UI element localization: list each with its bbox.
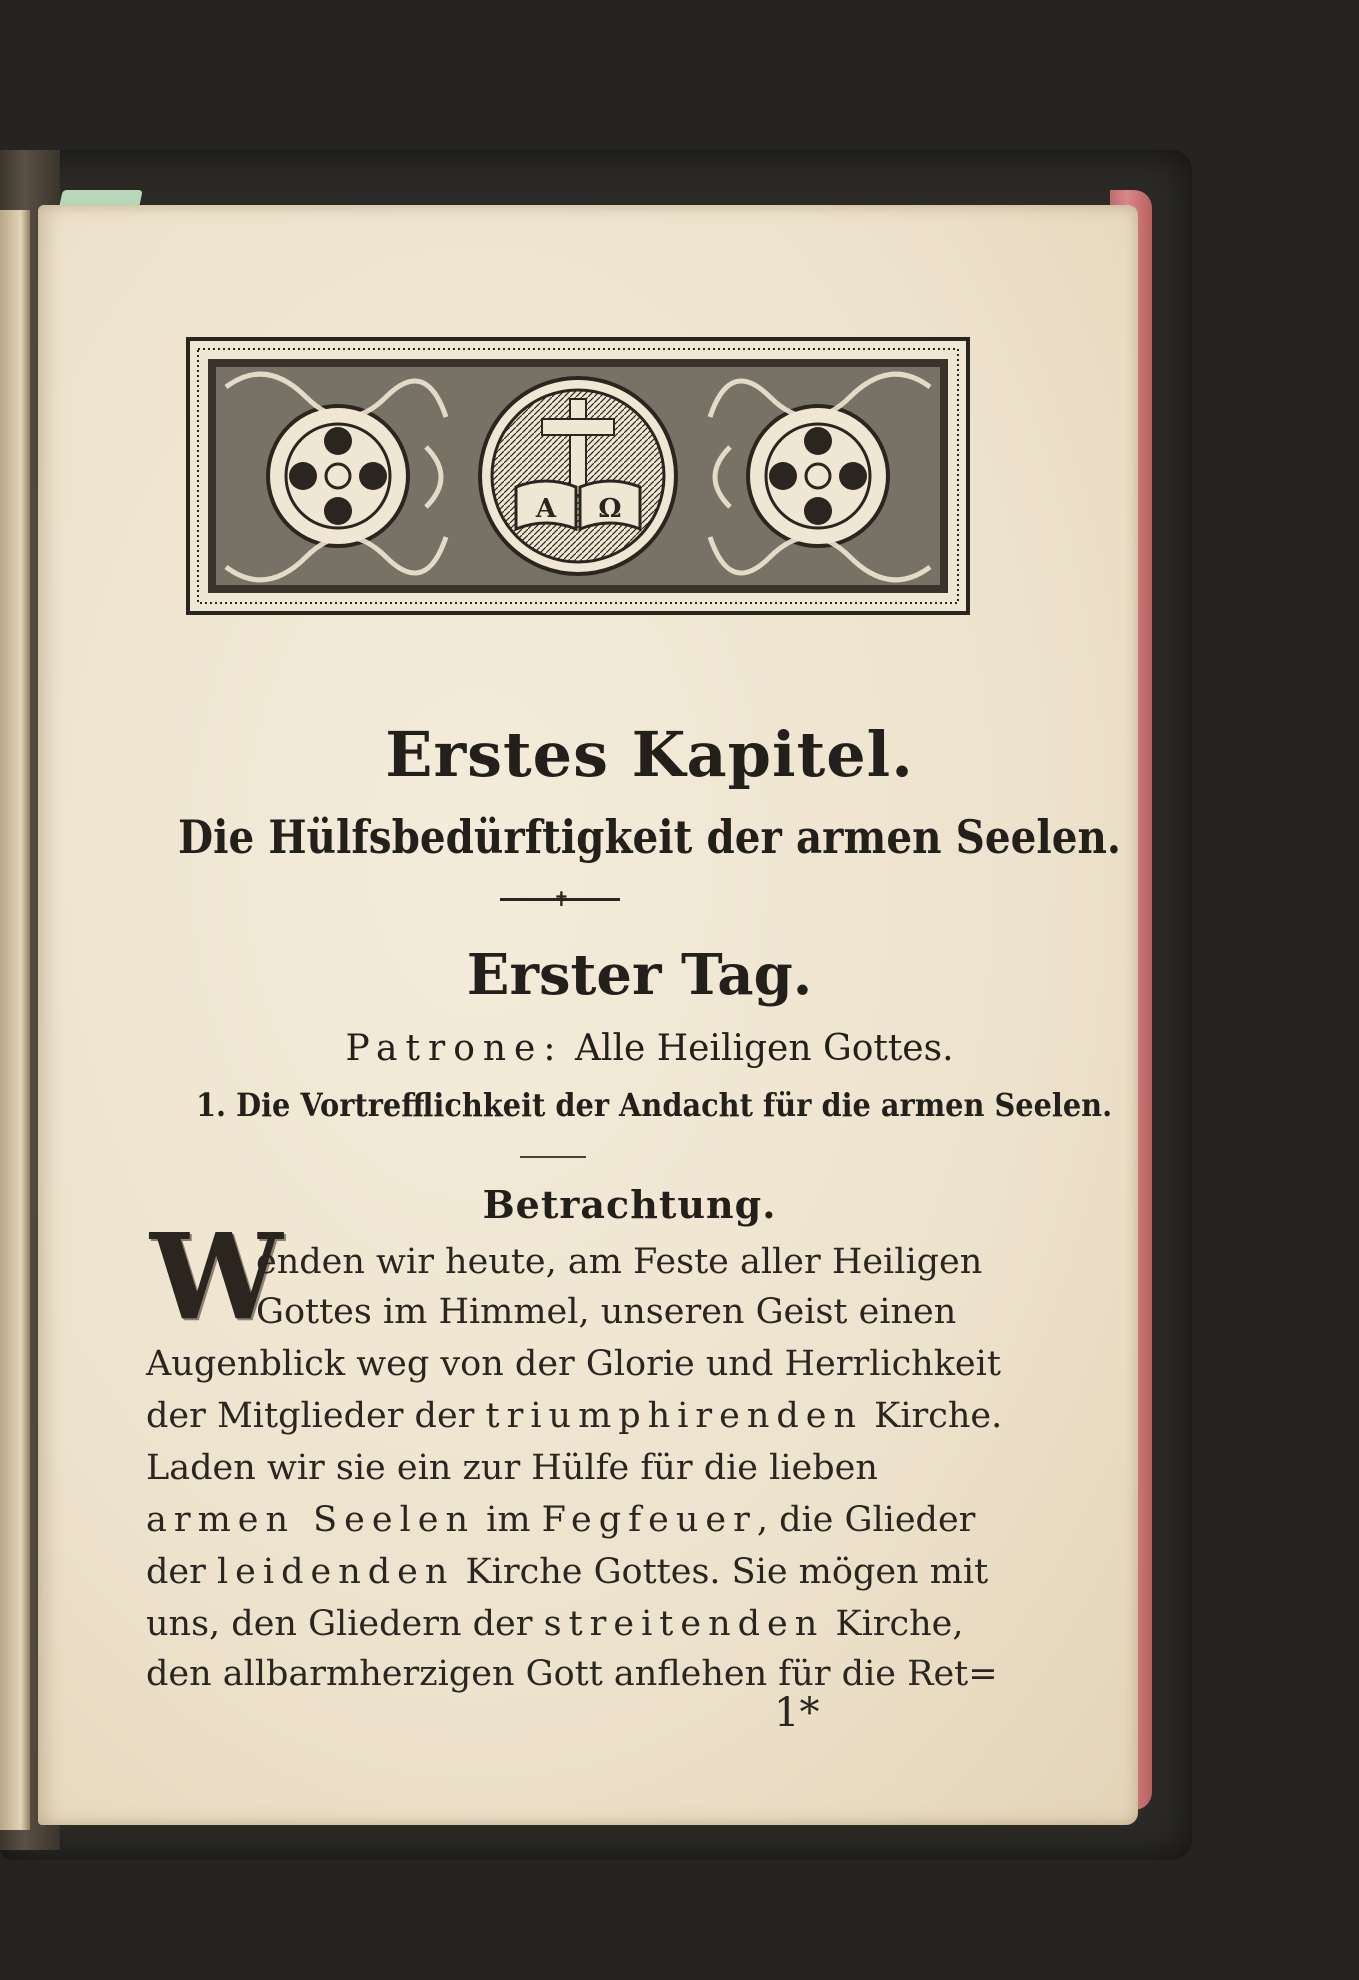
- chapter-title: Erstes Kapitel.: [385, 718, 914, 791]
- left-rosette-icon: [268, 406, 408, 546]
- patrons-value: Alle Heiligen Gottes.: [574, 1028, 954, 1069]
- text-span: Gottes im Himmel, unseren Geist einen: [256, 1292, 957, 1332]
- text-span: enden wir heute, am Feste aller Heiligen: [256, 1242, 983, 1282]
- text-span: Laden wir sie ein zur Hülfe für die lieben: [146, 1448, 878, 1488]
- ornament-banner: [186, 337, 970, 615]
- page-number: 1*: [774, 1690, 820, 1736]
- spaced-emphasis: Fegfeuer: [541, 1500, 757, 1540]
- text-line: [146, 1654, 998, 1694]
- text-line: [146, 1344, 1001, 1384]
- right-rosette-icon: [748, 406, 888, 546]
- left-page-edge: [0, 210, 30, 1830]
- section-number: 1.: [196, 1086, 227, 1124]
- text-line: [146, 1396, 1002, 1436]
- chapter-subtitle: Die Hülfsbedürftigkeit der armen Seelen.: [177, 810, 1122, 864]
- drop-cap: W: [150, 1207, 283, 1346]
- spaced-emphasis: streitenden: [543, 1604, 825, 1644]
- text-span: uns, den Gliedern der: [146, 1604, 544, 1644]
- text-line: [256, 1242, 982, 1282]
- section-divider: [520, 1156, 586, 1158]
- text-span: den allbarmherzigen Gott anflehen für die Ret=: [146, 1654, 998, 1694]
- text-span: der Mitglieder der: [146, 1396, 486, 1436]
- spaced-emphasis: triumphirenden: [485, 1396, 864, 1436]
- day-title: Erster Tag.: [466, 942, 813, 1008]
- text-span: der: [146, 1552, 217, 1592]
- text-line: [146, 1604, 963, 1644]
- meditation-heading: Betrachtung.: [482, 1182, 777, 1227]
- spaced-emphasis: leidenden: [216, 1552, 455, 1592]
- text-line: [146, 1500, 975, 1540]
- omega-letter: Ω: [598, 494, 622, 524]
- separator-dot-icon: ✝: [553, 887, 570, 911]
- text-span: Augenblick weg von der Glorie und Herrlichkeit: [146, 1344, 1001, 1384]
- text-span: Kirche.: [863, 1396, 1003, 1436]
- text-span: , die Glieder: [756, 1500, 976, 1540]
- text-span: Kirche,: [824, 1604, 964, 1644]
- spaced-emphasis: armen Seelen: [146, 1500, 476, 1540]
- alpha-letter: A: [535, 494, 557, 524]
- section-title: Die Vortrefflichkeit der Andacht für die armen Seelen.: [236, 1086, 1113, 1124]
- section-heading: [196, 1086, 1112, 1124]
- text-span: im: [475, 1500, 542, 1540]
- cross-book-medallion-icon: [480, 378, 676, 574]
- text-line: [146, 1552, 988, 1592]
- patrons-label: Patrone:: [345, 1028, 564, 1069]
- text-line: [256, 1292, 956, 1332]
- patrons-line: [0, 1028, 1329, 1069]
- text-span: Kirche Gottes. Sie mögen mit: [454, 1552, 989, 1592]
- text-line: [146, 1448, 878, 1488]
